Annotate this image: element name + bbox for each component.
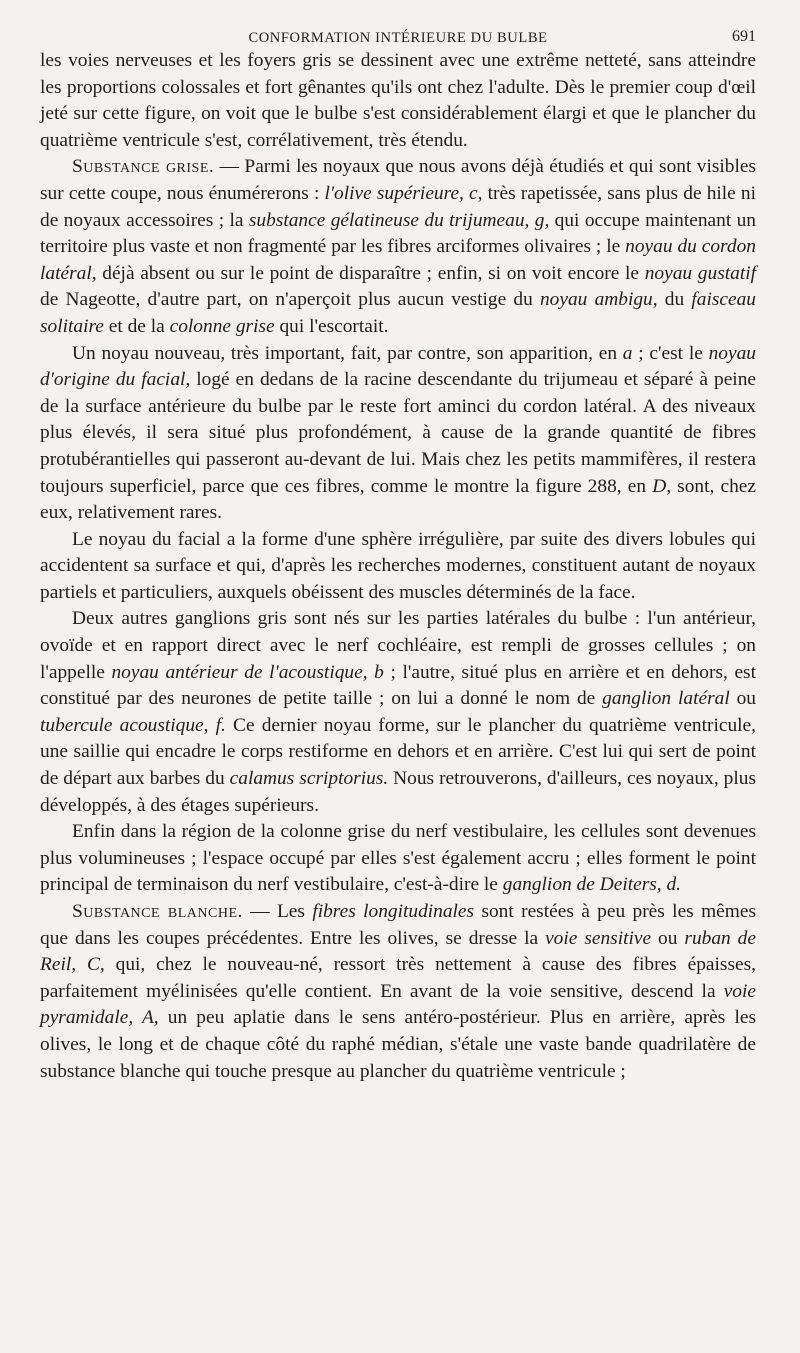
italic-term: l'olive supérieure, c, xyxy=(324,182,483,204)
paragraph-1 xyxy=(40,48,756,154)
italic-term: ruban de Reil, C, xyxy=(40,927,756,976)
text-run: sont, chez eux, relativement rares. xyxy=(40,475,756,524)
paragraph-3 xyxy=(40,341,756,527)
text-run: — Parmi les noyaux que nous avons déjà étudiés et qui sont visibles sur cette coupe, nous énumérerons : xyxy=(40,156,756,204)
italic-term: noyau antérieur de l'acoustique, b xyxy=(111,661,384,683)
section-heading-substance-grise: Substance grise. xyxy=(72,156,215,178)
page-header xyxy=(40,0,756,48)
italic-term: a xyxy=(622,342,633,364)
italic-term: substance gélatineuse du trijumeau, g, xyxy=(248,209,550,231)
italic-term: noyau ambigu, xyxy=(539,289,658,311)
italic-term: ganglion latéral xyxy=(602,688,730,710)
italic-term: calamus scriptorius. xyxy=(229,768,389,790)
text-run: de Nageotte, d'autre part, on n'aperçoit plus aucun vestige du xyxy=(40,289,540,311)
italic-term: noyau gustatif xyxy=(644,262,756,284)
italic-term: fibres longitudinales xyxy=(312,901,475,922)
italic-term: faisceau solitaire xyxy=(40,289,756,337)
italic-term: ganglion de Deiters, d. xyxy=(502,874,682,896)
paragraph-4 xyxy=(40,527,756,607)
text-run: Nous retrouverons, d'ailleurs, ces noyaux, plus développés, à des étages supérieurs. xyxy=(40,768,756,816)
text-run: — Les xyxy=(242,901,313,922)
text-run: Un noyau nouveau, très important, fait, par contre, son apparition, en xyxy=(72,342,623,364)
paragraph-2 xyxy=(40,154,756,340)
text-run: ; l'autre, situé plus en arrière et en dehors, est constitué par des neurones de petite taille ; on lui a donné le nom de xyxy=(40,661,756,710)
text-run: très rapetissée, sans plus de hile ni de noyaux accessoires ; la xyxy=(40,182,756,231)
text-run: Ce dernier noyau forme, sur le plancher du quatrième ventricule, une saillie qui encadre le corps restiforme en dehors et en arrière. C'est lui qui sert de point de départ aux barbes du xyxy=(40,714,757,790)
text-run: Deux autres ganglions gris sont nés sur les parties latérales du bulbe : l'un antérieur, ovoïde et en rapport direct avec le nerf cochléaire, est rempli de grosses cellules ; on l'appelle xyxy=(40,608,756,683)
text-run: un peu aplatie dans le sens antéro-postérieur. Plus en arrière, après les olives, le long et de chaque côté du raphé médian, s'étale une vaste bande quadrilatère de substance blanche qui touche presque au plancher du quatrième ventricule ; xyxy=(40,1007,756,1082)
text-run: ou xyxy=(651,927,685,949)
text-run: ou xyxy=(729,688,756,710)
italic-term: noyau du cordon latéral, xyxy=(40,236,756,284)
text-run: déjà absent ou sur le point de disparaître ; enfin, si on voit encore le xyxy=(96,262,645,284)
section-heading-substance-blanche: Substance blanche. xyxy=(72,901,243,922)
italic-term: D, xyxy=(652,475,672,497)
paragraph-7 xyxy=(40,899,756,1085)
text-run: Le noyau du facial a la forme d'une sphère irrégulière, par suite des divers lobules qui accidentent sa surface et qui, d'après les recherches modernes, constituent autant de noyaux partiels et particuliers, auxquels obéissent des muscles déterminés de la face. xyxy=(40,528,756,603)
italic-term: tubercule acoustique, f. xyxy=(40,714,226,736)
paragraph-6 xyxy=(40,819,756,899)
text-run: ; c'est le xyxy=(632,342,709,364)
running-title: CONFORMATION INTÉRIEURE DU BULBE xyxy=(248,30,548,46)
italic-term: colonne grise xyxy=(169,315,275,337)
body-text xyxy=(40,48,756,1085)
italic-term: voie sensitive xyxy=(545,927,652,949)
text-run: qui occupe maintenant un territoire plus vaste et non fragmenté par les fibres arciformes olivaires ; le xyxy=(40,209,757,258)
paragraph-5 xyxy=(40,606,756,819)
text-run: du xyxy=(657,289,692,311)
text-run: les voies nerveuses et les foyers gris se dessinent avec une extrême netteté, sans atteindre les proportions colossales et fort gênantes qu'ils ont chez l'adulte. Dès le premier coup d'œil jeté sur cette figure, on voit que le bulbe s'est considérablement élargi et que le plancher du quatrième ventricule s'est, corrélativement, très étendu. xyxy=(40,50,756,151)
page-number: 691 xyxy=(732,28,756,45)
text-run: qui, chez le nouveau-né, ressort très nettement à cause des fibres épaisses, parfaitement myélinisées qu'elle contient. En avant de la voie sensitive, descend la xyxy=(40,954,756,1002)
italic-term: voie pyramidale, A, xyxy=(40,980,756,1029)
text-run: Enfin dans la région de la colonne grise du nerf vestibulaire, les cellules sont devenues plus volumineuses ; l'espace occupé par elles s'est également accru ; elles forment le point principal de terminaison du nerf vestibulaire, c'est-à-dire le xyxy=(40,821,756,896)
italic-term: noyau d'origine du facial, xyxy=(40,342,756,391)
text-run: logé en dedans de la racine descendante du trijumeau et séparé à peine de la surface antérieure du bulbe par le reste fort aminci du cordon latéral. A des niveaux plus élevés, il sera situé plus profondément, à cause de la grande quantité de fibres protubérantielles qui passeront au-devant de lui. Mais chez les petits mammifères, il restera toujours superficiel, parce que ces fibres, comme le montre la figure 288, en xyxy=(40,369,757,497)
text-run: qui l'escortait. xyxy=(274,315,389,337)
text-run: et de la xyxy=(103,315,170,337)
text-run: sont restées à peu près les mêmes que dans les coupes précédentes. Entre les olives, se dresse la xyxy=(40,901,756,949)
